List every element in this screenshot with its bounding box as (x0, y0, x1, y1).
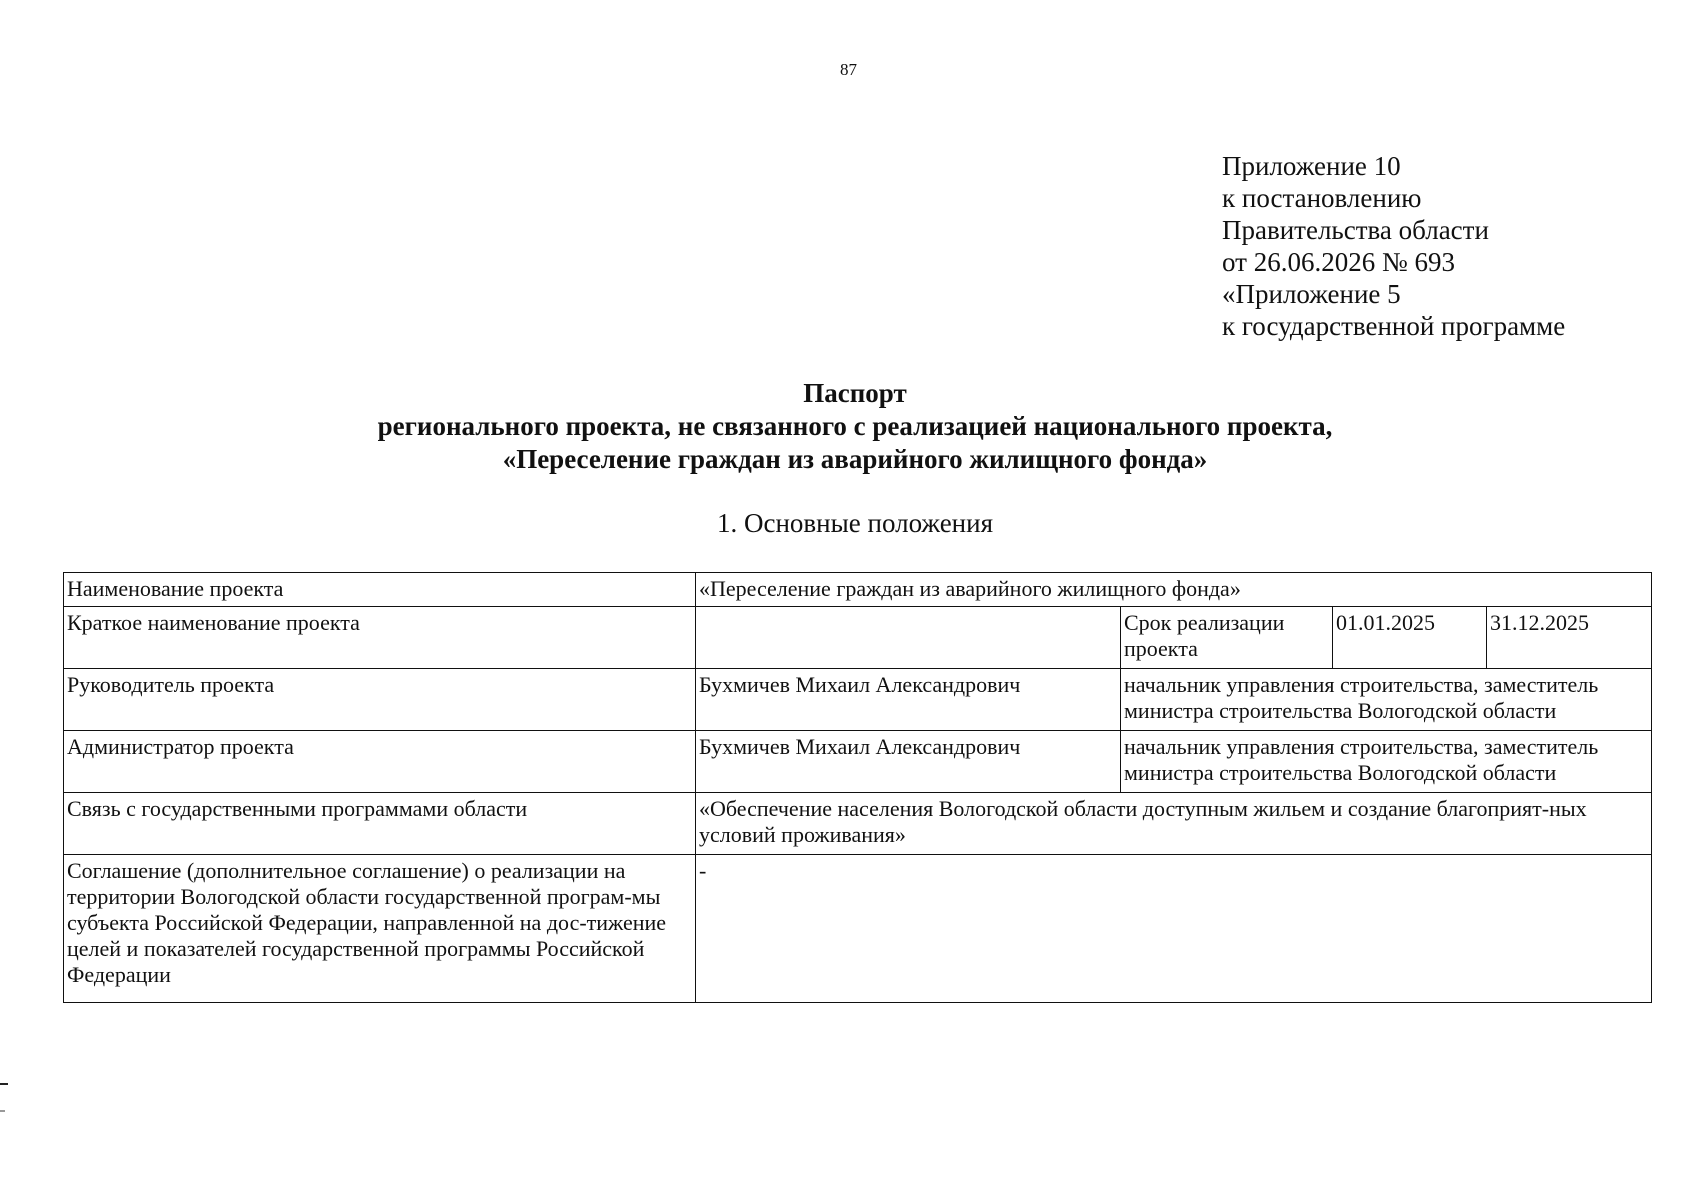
head-position: начальник управления строительства, заместитель министра строительства Вологодской области (1121, 669, 1652, 731)
admin-name: Бухмичев Михаил Александрович (696, 731, 1121, 793)
table-row (64, 669, 1652, 731)
project-name-value: «Переселение граждан из аварийного жилищного фонда» (696, 573, 1652, 607)
term-label: Срок реализации проекта (1121, 607, 1333, 669)
short-name-label: Краткое наименование проекта (64, 607, 696, 669)
passport-table (63, 572, 1652, 1003)
table-row (64, 731, 1652, 793)
document-title (0, 377, 1697, 476)
table-row (64, 855, 1652, 1003)
appendix-line: Приложение 10 (1222, 151, 1401, 181)
table-row (64, 607, 1652, 669)
programs-value: «Обеспечение населения Вологодской области доступным жильем и создание благоприят-ных условий проживания» (696, 793, 1652, 855)
admin-label: Администратор проекта (64, 731, 696, 793)
project-name-label: Наименование проекта (64, 573, 696, 607)
agreement-value: - (696, 855, 1652, 1003)
term-start: 01.01.2025 (1333, 607, 1487, 669)
title-line-2: регионального проекта, не связанного с реализацией национального проекта, (377, 411, 1333, 441)
head-name: Бухмичев Михаил Александрович (696, 669, 1121, 731)
admin-position: начальник управления строительства, заместитель министра строительства Вологодской области (1121, 731, 1652, 793)
appendix-line: Правительства области (1222, 215, 1489, 245)
scan-edge-mark (0, 1083, 8, 1085)
appendix-line: от 26.06.2026 № 693 (1222, 247, 1455, 277)
appendix-reference (1222, 150, 1565, 342)
title-line-3: «Переселение граждан из аварийного жилищного фонда» (502, 444, 1208, 474)
table-row (64, 573, 1652, 607)
agreement-label: Соглашение (дополнительное соглашение) о реализации на территории Вологодской области государственной програм-мы субъекта Российской Федерации, направленной на дос-тижение целей и показателей государственной программы Российской Федерации (64, 855, 696, 1003)
appendix-line: к постановлению (1222, 183, 1422, 213)
scan-edge-mark (0, 1110, 5, 1112)
page-number: 87 (840, 60, 857, 79)
short-name-value (696, 607, 1121, 669)
title-line-1: Паспорт (803, 378, 907, 408)
table-row (64, 793, 1652, 855)
section-heading: 1. Основные положения (717, 508, 993, 538)
head-label: Руководитель проекта (64, 669, 696, 731)
term-end: 31.12.2025 (1487, 607, 1652, 669)
appendix-line: «Приложение 5 (1222, 279, 1401, 309)
programs-label: Связь с государственными программами области (64, 793, 696, 855)
appendix-line: к государственной программе (1222, 311, 1566, 341)
